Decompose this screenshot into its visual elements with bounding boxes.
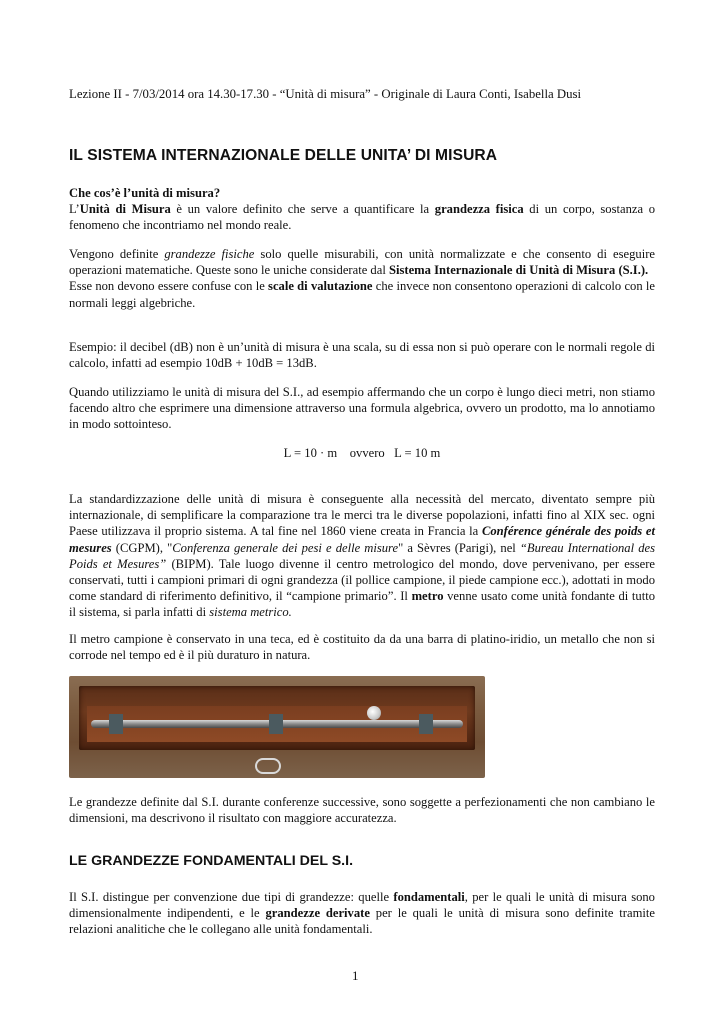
page-number: 1 — [352, 968, 359, 983]
page-title: IL SISTEMA INTERNAZIONALE DELLE UNITA’ DI MISURA — [69, 147, 498, 164]
section-heading: LE GRANDEZZE FONDAMENTALI DEL S.I. — [69, 853, 354, 869]
history-paragraph: La standardizzazione delle unità di misura è conseguente alla necessità del mercato, diventato sempre più internazionale, di semplificare la comparazione tra le merci tra le diverse popolazioni, infatti fino al XIX sec. ogni Paese utilizzava il proprio sistema. A tal fine nel 1860 viene creata in Francia la Conférence générale des poids et mesures (CGPM), "Conferenza generale dei pesi e delle misure" a Sèvres (Parigi), nel “Bureau International des Poids et Mesures” (BIPM). Tale luogo divenne il centro metrologico del mondo, dove pervenivano, per essere conservati, tutti i campioni primari di ogni grandezza (il pollice campione, il piede campione ecc.), adottati in modo come standard di riferimento definitivo, il “campione primario”. Il metro venne usato come unità fondante di tutto il sistema, si parla infatti di sistema metrico. — [69, 492, 656, 620]
physical-quantities-paragraph: Vengono definite grandezze fisiche solo quelle misurabili, con unità normalizzate e che consento di eseguire operazioni matematiche. Queste sono le uniche considerate dal Sistema Internazionale di Unità di Misura (S.I.). Esse non devono essere confuse con le scale di valutazione che invece non consentono operazioni di calcolo con le normali leggi algebriche. — [69, 247, 655, 310]
decibel-example-paragraph: Esempio: il decibel (dB) non è un’unità di misura è una scala, su di essa non si può operare con le normali regole di calcolo, infatti ad esempio 10dB + 10dB = 13dB. — [69, 340, 655, 371]
definition-paragraph: L’Unità di Misura è un valore definito che serve a quantificare la grandezza fisica di un corpo, sostanza o fenomeno che incontriamo nel mondo reale. — [69, 202, 655, 233]
meter-sample-paragraph: Il metro campione è conservato in una teca, ed è costituito da da una barra di platino-iridio, un metallo che non si corrode nel tempo ed è il più duraturo in natura. — [69, 632, 655, 663]
lesson-header: Lezione II - 7/03/2014 ora 14.30-17.30 - “Unità di misura” - Originale di Laura Conti, Isabella Dusi — [69, 87, 582, 101]
fundamental-quantities-paragraph: Il S.I. distingue per convenzione due tipi di grandezze: quelle fondamentali, per le quali le unità di misura sono dimensionalmente indipendenti, e le grandezze derivate per le quali le unità di misura sono definite tramite relazioni analitiche che le collegano alle unità fondamentali. — [69, 890, 655, 937]
refinement-paragraph: Le grandezze definite dal S.I. durante conferenze successive, sono soggette a perfezionamenti che non cambiano le dimensioni, ma descrivono il risultato con maggiore accuratezza. — [69, 795, 655, 826]
question-heading: Che cos’è l’unità di misura? — [69, 186, 221, 200]
meter-prototype-photo — [69, 676, 485, 778]
intro-section — [69, 185, 655, 234]
si-usage-paragraph: Quando utilizziamo le unità di misura del S.I., ad esempio affermando che un corpo è lungo dieci metri, non stiamo facendo altro che esprimere una dimensione attraverso una formula algebrica, ovvero un prodotto, ma lo annotiamo in modo sottointeso. — [69, 385, 655, 432]
formula: L = 10 · m ovvero L = 10 m — [283, 446, 441, 460]
